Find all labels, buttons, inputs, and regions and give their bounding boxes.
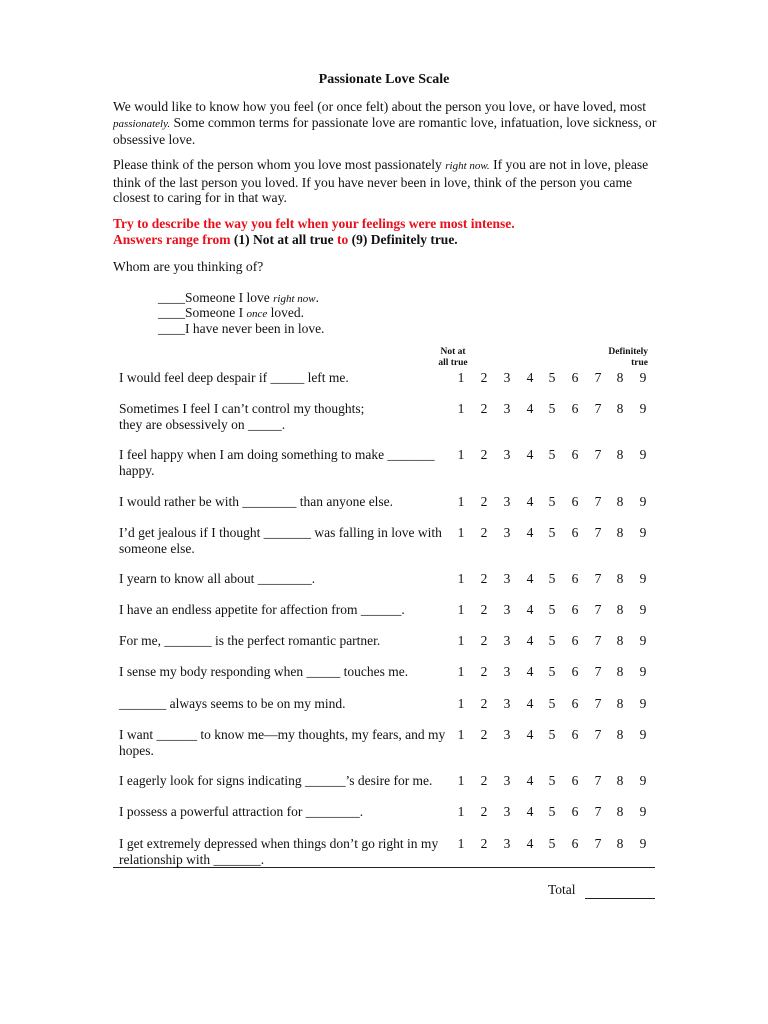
rating-option[interactable]: 3 xyxy=(503,696,511,711)
rating-option[interactable]: 6 xyxy=(571,727,579,742)
rating-option[interactable]: 1 xyxy=(457,836,465,851)
item-line-1: I would rather be with ________ than anyone else. xyxy=(119,494,394,509)
prompt-paragraph xyxy=(113,157,663,206)
rating-option[interactable]: 6 xyxy=(571,804,579,819)
rating-option[interactable]: 8 xyxy=(616,836,624,851)
prompt-line-1 xyxy=(113,157,663,175)
rating-option[interactable]: 5 xyxy=(548,401,556,416)
rating-option[interactable]: 2 xyxy=(480,773,488,788)
instr-range-low: (1) Not at all true xyxy=(233,231,337,247)
item-text xyxy=(119,602,449,618)
option-italic: right now xyxy=(273,293,316,305)
rating-option[interactable]: 3 xyxy=(503,494,511,509)
rating-option[interactable]: 8 xyxy=(616,773,624,788)
item-line-1: I get extremely depressed when things don’t go right in my xyxy=(119,836,439,851)
rating-option[interactable]: 9 xyxy=(639,633,647,648)
item-line-1: _______ always seems to be on my mind. xyxy=(119,696,346,711)
item-text xyxy=(119,773,449,789)
item-line-1: I sense my body responding when _____ touches me. xyxy=(119,664,409,679)
rating-option[interactable]: 4 xyxy=(526,804,534,819)
item-line-1: I’d get jealous if I thought _______ was falling in love with xyxy=(119,525,442,540)
item-line-1: I have an endless appetite for affection from ______. xyxy=(119,602,405,617)
prompt-line-1-a: Please think of the person whom you love most passionately xyxy=(113,157,446,172)
item-line-2: happy. xyxy=(119,462,155,478)
rating-option[interactable]: 7 xyxy=(594,836,602,851)
instr-to: to xyxy=(336,231,352,247)
rating-option[interactable]: 3 xyxy=(503,804,511,819)
rating-option[interactable]: 2 xyxy=(480,401,488,416)
rating-option[interactable]: 7 xyxy=(594,602,602,617)
option-text: ____Someone I xyxy=(158,305,247,320)
rating-option[interactable]: 6 xyxy=(571,664,579,679)
rating-option[interactable]: 6 xyxy=(571,447,579,462)
option-suffix: . xyxy=(315,290,319,305)
rating-option[interactable]: 8 xyxy=(616,525,624,540)
scale-header-left-1: Not at xyxy=(440,347,466,357)
rating-option[interactable]: 2 xyxy=(480,664,488,679)
item-text xyxy=(119,370,449,386)
rating-option[interactable]: 4 xyxy=(526,664,534,679)
intro-italic: passionately. xyxy=(113,117,171,130)
rating-option[interactable]: 1 xyxy=(457,370,465,385)
rating-option[interactable]: 4 xyxy=(526,602,534,617)
rating-option[interactable]: 3 xyxy=(503,633,511,648)
rating-option[interactable]: 7 xyxy=(594,525,602,540)
intro-line-2-rest: Some common terms for passionate love are romantic love, infatuation, love sickness, or xyxy=(170,114,657,130)
item-text xyxy=(119,494,449,510)
total-label: Total xyxy=(548,882,576,897)
rating-option[interactable]: 1 xyxy=(457,804,465,819)
rating-option[interactable]: 8 xyxy=(616,370,624,385)
rating-option[interactable]: 2 xyxy=(480,727,488,742)
rating-option[interactable]: 9 xyxy=(639,370,647,385)
rating-option[interactable]: 4 xyxy=(526,370,534,385)
option-italic: once xyxy=(246,308,268,320)
rating-option[interactable]: 3 xyxy=(503,447,511,462)
rating-option[interactable]: 9 xyxy=(639,494,647,509)
rating-option[interactable]: 1 xyxy=(457,525,465,540)
rating-option[interactable]: 7 xyxy=(594,696,602,711)
rating-option[interactable]: 6 xyxy=(571,602,579,617)
rating-option[interactable]: 2 xyxy=(480,525,488,540)
rating-option[interactable]: 2 xyxy=(480,447,488,462)
prompt-italic: right now. xyxy=(445,160,490,172)
item-text xyxy=(119,804,449,820)
prompt-line-2: think of the last person you loved. If you have never been in love, think of the person you came xyxy=(113,174,633,190)
rating-option[interactable]: 6 xyxy=(571,401,579,416)
option-3[interactable] xyxy=(158,321,324,337)
rating-option[interactable]: 8 xyxy=(616,602,624,617)
page-title: Passionate Love Scale xyxy=(318,72,450,87)
rating-option[interactable]: 7 xyxy=(594,773,602,788)
intro-paragraph xyxy=(113,99,663,148)
rating-option[interactable]: 1 xyxy=(457,664,465,679)
rating-option[interactable]: 4 xyxy=(526,633,534,648)
rating-option[interactable]: 1 xyxy=(457,773,465,788)
item-text xyxy=(119,633,449,649)
rating-option[interactable]: 9 xyxy=(639,401,647,416)
rating-option[interactable]: 7 xyxy=(594,447,602,462)
rating-option[interactable]: 6 xyxy=(571,571,579,586)
option-2[interactable] xyxy=(158,305,304,323)
rating-option[interactable]: 5 xyxy=(548,494,556,509)
rating-option[interactable]: 9 xyxy=(639,602,647,617)
rating-option[interactable]: 5 xyxy=(548,836,556,851)
option-suffix: loved. xyxy=(267,305,305,320)
rating-option[interactable]: 4 xyxy=(526,836,534,851)
rating-option[interactable]: 1 xyxy=(457,633,465,648)
item-line-1: Sometimes I feel I can’t control my thoughts; xyxy=(119,401,365,416)
rating-option[interactable]: 5 xyxy=(548,664,556,679)
rating-option[interactable]: 6 xyxy=(571,696,579,711)
prompt-line-1-b: If you are not in love, please xyxy=(489,157,649,172)
rating-option[interactable]: 6 xyxy=(571,633,579,648)
item-text xyxy=(119,447,449,478)
rating-option[interactable]: 5 xyxy=(548,633,556,648)
rating-option[interactable]: 5 xyxy=(548,525,556,540)
rating-option[interactable]: 5 xyxy=(548,571,556,586)
instructions xyxy=(113,216,515,247)
rating-option[interactable]: 1 xyxy=(457,727,465,742)
rating-option[interactable]: 9 xyxy=(639,696,647,711)
rating-option[interactable]: 8 xyxy=(616,696,624,711)
rating-option[interactable]: 9 xyxy=(639,727,647,742)
rating-option[interactable]: 2 xyxy=(480,602,488,617)
rating-option[interactable]: 2 xyxy=(480,633,488,648)
rating-option[interactable]: 9 xyxy=(639,525,647,540)
instr-range-high: (9) Definitely true. xyxy=(351,231,458,247)
rating-option[interactable]: 5 xyxy=(548,727,556,742)
item-text xyxy=(119,836,449,867)
item-line-1: I want ______ to know me—my thoughts, my fears, and my xyxy=(119,727,446,742)
rating-option[interactable]: 4 xyxy=(526,447,534,462)
rating-option[interactable]: 4 xyxy=(526,727,534,742)
rating-option[interactable]: 9 xyxy=(639,571,647,586)
rating-option[interactable]: 5 xyxy=(548,370,556,385)
rating-option[interactable]: 1 xyxy=(457,571,465,586)
rating-option[interactable]: 3 xyxy=(503,664,511,679)
intro-line-2 xyxy=(113,115,663,133)
rating-option[interactable]: 2 xyxy=(480,370,488,385)
rating-option[interactable]: 5 xyxy=(548,602,556,617)
rating-option[interactable]: 2 xyxy=(480,494,488,509)
rating-option[interactable]: 4 xyxy=(526,494,534,509)
item-line-1: I possess a powerful attraction for ________. xyxy=(119,804,364,819)
item-line-2: hopes. xyxy=(119,742,154,758)
rating-option[interactable]: 3 xyxy=(503,370,511,385)
rating-option[interactable]: 3 xyxy=(503,773,511,788)
rating-option[interactable]: 9 xyxy=(639,664,647,679)
rating-option[interactable]: 7 xyxy=(594,633,602,648)
option-text: ____Someone I love xyxy=(158,290,274,305)
item-line-1: I eagerly look for signs indicating ______’s desire for me. xyxy=(119,773,433,788)
rating-option[interactable]: 9 xyxy=(639,447,647,462)
rating-option[interactable]: 9 xyxy=(639,773,647,788)
intro-line-3: obsessive love. xyxy=(113,132,196,147)
total-field[interactable] xyxy=(585,898,655,899)
rating-option[interactable]: 4 xyxy=(526,571,534,586)
rating-option[interactable]: 4 xyxy=(526,696,534,711)
item-text xyxy=(119,525,449,556)
rating-option[interactable]: 8 xyxy=(616,664,624,679)
rating-option[interactable]: 3 xyxy=(503,727,511,742)
scale-header-right-2: true xyxy=(631,358,648,368)
scale-header-left-2: all true xyxy=(438,358,468,368)
rating-option[interactable]: 8 xyxy=(616,633,624,648)
rating-option[interactable]: 6 xyxy=(571,836,579,851)
item-line-1: For me, _______ is the perfect romantic partner. xyxy=(119,633,381,648)
rating-option[interactable]: 8 xyxy=(616,804,624,819)
item-line-2: someone else. xyxy=(119,540,195,556)
rating-option[interactable]: 9 xyxy=(639,836,647,851)
rating-option[interactable]: 4 xyxy=(526,401,534,416)
rating-option[interactable]: 3 xyxy=(503,571,511,586)
rating-option[interactable]: 2 xyxy=(480,804,488,819)
item-text xyxy=(119,696,449,712)
rating-option[interactable]: 7 xyxy=(594,494,602,509)
item-line-2: they are obsessively on _____. xyxy=(119,416,286,432)
instructions-line-1: Try to describe the way you felt when your feelings were most intense. xyxy=(113,216,515,231)
rating-option[interactable]: 6 xyxy=(571,525,579,540)
rating-option[interactable]: 1 xyxy=(457,602,465,617)
scale-header-left xyxy=(437,347,469,369)
item-text xyxy=(119,727,449,758)
rating-option[interactable]: 2 xyxy=(480,696,488,711)
instr-range-label: Answers range from xyxy=(113,231,234,247)
item-text xyxy=(119,571,449,587)
rating-option[interactable]: 6 xyxy=(571,494,579,509)
rating-option[interactable]: 9 xyxy=(639,804,647,819)
item-line-1: I would feel deep despair if _____ left me. xyxy=(119,370,349,385)
rating-option[interactable]: 4 xyxy=(526,525,534,540)
rating-option[interactable]: 7 xyxy=(594,401,602,416)
rating-option[interactable]: 1 xyxy=(457,447,465,462)
rating-option[interactable]: 1 xyxy=(457,494,465,509)
item-line-1: I yearn to know all about ________. xyxy=(119,571,316,586)
rating-option[interactable]: 5 xyxy=(548,447,556,462)
rating-option[interactable]: 7 xyxy=(594,571,602,586)
rating-option[interactable]: 7 xyxy=(594,664,602,679)
rating-option[interactable]: 3 xyxy=(503,602,511,617)
prompt-line-3: closest to caring for in that way. xyxy=(113,190,287,205)
scale-header-right xyxy=(598,347,648,369)
table-bottom-rule xyxy=(113,867,655,868)
rating-option[interactable]: 3 xyxy=(503,401,511,416)
scale-header-right-1: Definitely xyxy=(608,347,648,357)
rating-option[interactable]: 6 xyxy=(571,773,579,788)
rating-option[interactable]: 2 xyxy=(480,836,488,851)
rating-option[interactable]: 5 xyxy=(548,804,556,819)
rating-option[interactable]: 8 xyxy=(616,447,624,462)
item-text xyxy=(119,401,449,432)
item-line-2: relationship with _______. xyxy=(119,851,265,867)
rating-option[interactable]: 8 xyxy=(616,494,624,509)
rating-option[interactable]: 6 xyxy=(571,370,579,385)
rating-option[interactable]: 8 xyxy=(616,571,624,586)
rating-option[interactable]: 3 xyxy=(503,836,511,851)
item-line-1: I feel happy when I am doing something to make _______ xyxy=(119,447,435,462)
question-text: Whom are you thinking of? xyxy=(113,259,264,274)
rating-option[interactable]: 3 xyxy=(503,525,511,540)
rating-option[interactable]: 7 xyxy=(594,370,602,385)
item-text xyxy=(119,664,449,680)
rating-option[interactable]: 2 xyxy=(480,571,488,586)
rating-option[interactable]: 7 xyxy=(594,804,602,819)
option-text: ____I have never been in love. xyxy=(158,321,325,336)
instructions-line-2 xyxy=(113,232,515,248)
rating-option[interactable]: 7 xyxy=(594,727,602,742)
rating-option[interactable]: 1 xyxy=(457,696,465,711)
rating-option[interactable]: 8 xyxy=(616,727,624,742)
rating-option[interactable]: 1 xyxy=(457,401,465,416)
intro-line-1: We would like to know how you feel (or once felt) about the person you love, or have loved, most xyxy=(113,99,647,114)
rating-option[interactable]: 4 xyxy=(526,773,534,788)
rating-option[interactable]: 8 xyxy=(616,401,624,416)
rating-option[interactable]: 5 xyxy=(548,696,556,711)
rating-option[interactable]: 5 xyxy=(548,773,556,788)
